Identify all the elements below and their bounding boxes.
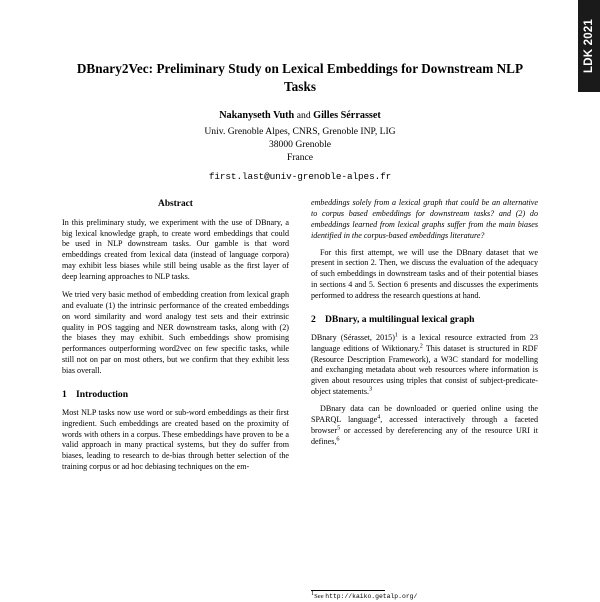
intro-paragraph-1: Most NLP tasks now use word or sub-word embeddings as their first ingredient. Such embeddings are created based on the proximity of words with others in a corpus. These embeddings have proven to be a valid approach in many practical systems, but they do suffer from biases, leading to research to de-bias through better selection of the training corpus or ad hoc debiasing techniques on the em-	[62, 407, 289, 472]
abstract-paragraph-1: In this preliminary study, we experiment with the use of DBnary, a big lexical knowledge graph, to create word embeddings that could be used in NLP downstream tasks. Our gamble is that word embeddings created from lexical data (instead of language corpora) may exhibit less biases while still being usable as the first layer of deep learning approaches to NLP tasks.	[62, 217, 289, 282]
abstract-heading: Abstract	[158, 199, 193, 209]
author-2: Gilles Sérrasset	[313, 109, 381, 121]
section-number-1: 1	[62, 388, 67, 400]
dbnary-paragraph-2	[311, 404, 538, 448]
section-heading-dbnary	[311, 314, 538, 327]
paper-header	[62, 60, 538, 182]
footnote-1	[311, 590, 538, 602]
right-paragraph-2: For this first attempt, we will use the DBnary dataset that we present in section 2. Then, we discuss the evaluation of the adequacy of such embeddings in downstream tasks and of their potential biases in sections 4 and 5. Section 6 presents and discusses the experiments performed to address the research questions at hand.	[311, 247, 538, 300]
affiliation-line-3: France	[286, 152, 314, 164]
footnote-ref-1[interactable]: 1	[394, 331, 398, 339]
right-paragraph-1-text: embeddings solely from a lexical graph that could be an alternative to corpus based embeddings for downstream tasks? and (2) do embeddings learned from lexical graphs suffer from the main biases identified in the corpus-based embeddings literature?	[311, 198, 538, 240]
venue-banner-label: LDK 2021	[583, 18, 595, 74]
footnote-ref-2[interactable]: 2	[419, 341, 423, 349]
footnote-1-text: See	[314, 593, 324, 601]
affiliation-line-2: 38000 Grenoble	[268, 138, 332, 150]
dbnary-paragraph-1	[311, 333, 538, 398]
footnote-1-url[interactable]: http://kaiko.getalp.org/	[325, 593, 418, 601]
footnote-ref-4[interactable]: 4	[377, 413, 381, 421]
dbnary-p2-b: , accessed interactively through a faceted browser	[311, 414, 538, 435]
right-paragraph-1	[311, 198, 538, 242]
abstract-paragraph-2: We tried very basic method of embedding creation from lexical graph and evaluate (1) the intrinsic performance of the created embeddings on word similarity and word analogy test sets and their extrinsic quality in POS tagging and NER downstream tasks, along with (2) the biases they may exhibit. Such embeddings show promising performances outperforming word2vec on few specific tasks, while still not on par on most others, but we confirm that they exhibit less bias overall.	[62, 289, 289, 376]
body-columns	[62, 198, 538, 600]
left-column	[62, 198, 289, 600]
author-conjunction: and	[296, 109, 311, 121]
dbnary-p2-a: DBnary data can be downloaded or queried online using the SPARQL language	[311, 404, 538, 424]
footnote-ref-5[interactable]: 5	[337, 424, 341, 432]
section-number-2: 2	[311, 313, 316, 325]
author-list	[62, 110, 538, 121]
footnote-ref-6[interactable]: 6	[336, 434, 340, 442]
section-title-2: DBnary, a multilingual lexical graph	[325, 313, 475, 325]
affiliation-line-1: Univ. Grenoble Alpes, CNRS, Grenoble INP, LIG	[204, 125, 396, 137]
dbnary-p2-c: or accessed by dereferencing any of the resource URI it defines,	[311, 425, 538, 446]
footnote-divider	[311, 590, 385, 591]
dbnary-p1-a: DBnary (Sérasset, 2015)	[311, 332, 395, 342]
footnote-ref-3[interactable]: 3	[369, 385, 373, 393]
right-column	[311, 198, 538, 600]
contact-email[interactable]: first.last@univ-grenoble-alpes.fr	[208, 171, 392, 183]
page-title: DBnary2Vec: Preliminary Study on Lexical Embeddings for Downstream NLP Tasks	[76, 61, 524, 94]
venue-banner	[578, 0, 600, 92]
section-heading-introduction	[62, 389, 289, 402]
dbnary-p1-c: This dataset is structured in RDF (Resource Description Framework), a W3C standard for modelling and exchanging metadata about web resources where information is given about resources using triples that consist of subject-predicate-object statements.	[311, 343, 538, 397]
author-1: Nakanyseth Vuth	[219, 109, 295, 121]
footnote-1-marker: 1	[311, 590, 315, 598]
dbnary-p1-b: is a lexical resource extracted from 23 language editions of Wiktionary.	[311, 332, 538, 353]
section-title-1: Introduction	[76, 388, 129, 400]
